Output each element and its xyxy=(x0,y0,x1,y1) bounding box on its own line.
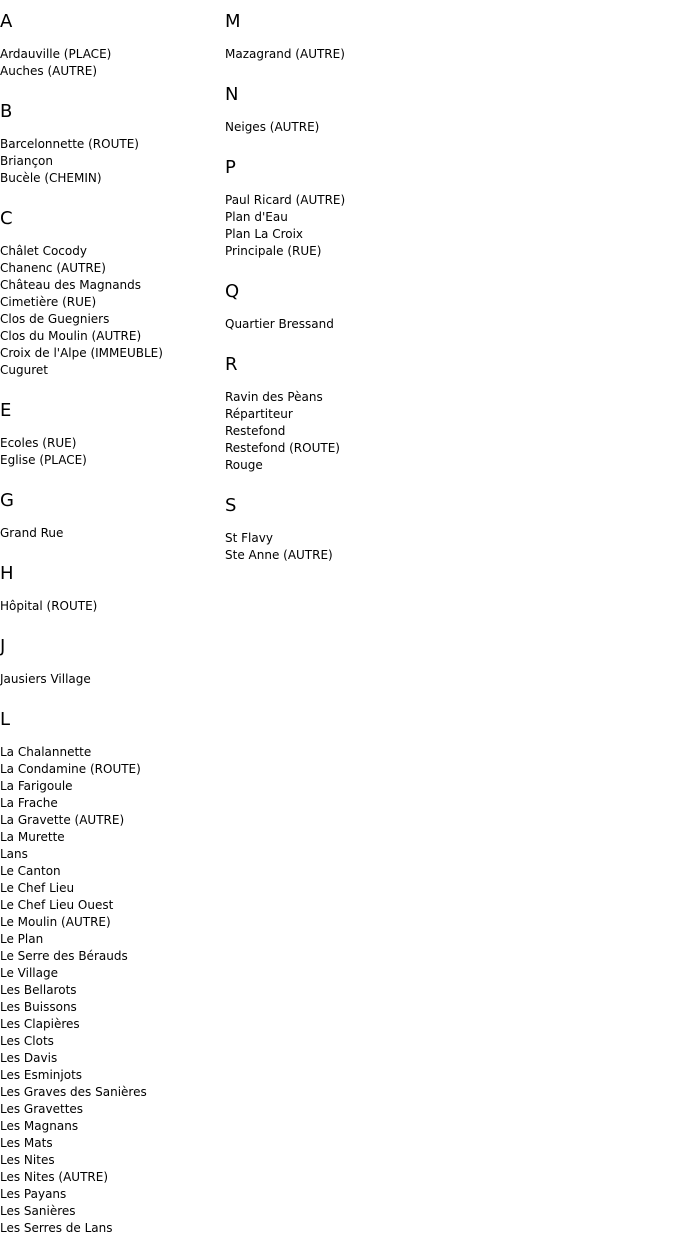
street-link-cuguret[interactable]: Cuguret xyxy=(0,363,48,377)
street-link-principale-rue[interactable]: Principale (RUE) xyxy=(225,244,322,258)
street-link-clos-de-guegniers[interactable]: Clos de Guegniers xyxy=(0,312,110,326)
street-link-la-murette[interactable]: La Murette xyxy=(0,830,65,844)
street-link-les-mats[interactable]: Les Mats xyxy=(0,1136,53,1150)
street-link-les-nites-autre[interactable]: Les Nites (AUTRE) xyxy=(0,1170,108,1184)
street-list xyxy=(0,435,225,469)
letter-section-g xyxy=(0,491,225,542)
street-link-le-village[interactable]: Le Village xyxy=(0,966,58,980)
letter-section-c xyxy=(0,209,225,379)
street-link-chanenc-autre[interactable]: Chanenc (AUTRE) xyxy=(0,261,106,275)
street-link-le-plan[interactable]: Le Plan xyxy=(0,932,44,946)
street-link-rouge[interactable]: Rouge xyxy=(225,458,263,472)
street-link-les-payans[interactable]: Les Payans xyxy=(0,1187,67,1201)
street-link-la-frache[interactable]: La Frache xyxy=(0,796,58,810)
street-link-les-clots[interactable]: Les Clots xyxy=(0,1034,54,1048)
letter-heading: C xyxy=(0,208,13,229)
letter-section-p xyxy=(225,158,450,260)
street-link-jausiers-village[interactable]: Jausiers Village xyxy=(0,672,91,686)
street-link-les-graves-des-sanieres[interactable]: Les Graves des Sanières xyxy=(0,1085,147,1099)
letter-section-a xyxy=(0,12,225,80)
street-link-repartiteur[interactable]: Répartiteur xyxy=(225,407,293,421)
street-link-les-magnans[interactable]: Les Magnans xyxy=(0,1119,79,1133)
street-link-les-bellarots[interactable]: Les Bellarots xyxy=(0,983,77,997)
street-link-st-flavy[interactable]: St Flavy xyxy=(225,531,273,545)
street-link-les-buissons[interactable]: Les Buissons xyxy=(0,1000,77,1014)
letter-heading: R xyxy=(225,354,238,375)
street-list xyxy=(0,671,225,688)
letter-heading: P xyxy=(225,157,236,178)
letter-section-q xyxy=(225,282,450,333)
street-link-le-serre-des-berauds[interactable]: Le Serre des Bérauds xyxy=(0,949,128,963)
street-list xyxy=(225,46,450,63)
street-list xyxy=(0,744,225,1237)
street-link-plan-d-eau[interactable]: Plan d'Eau xyxy=(225,210,288,224)
street-list xyxy=(0,243,225,379)
letter-heading: Q xyxy=(225,281,240,302)
index-column-right xyxy=(225,0,450,586)
street-link-barcelonnette-route[interactable]: Barcelonnette (ROUTE) xyxy=(0,137,139,151)
letter-section-h xyxy=(0,564,225,615)
street-list xyxy=(0,525,225,542)
letter-section-r xyxy=(225,355,450,474)
street-link-quartier-bressand[interactable]: Quartier Bressand xyxy=(225,317,334,331)
street-link-les-serres-de-lans[interactable]: Les Serres de Lans xyxy=(0,1221,113,1235)
letter-heading: L xyxy=(0,709,11,730)
letter-section-b xyxy=(0,102,225,187)
street-link-le-moulin-autre[interactable]: Le Moulin (AUTRE) xyxy=(0,915,111,929)
street-link-les-clapieres[interactable]: Les Clapières xyxy=(0,1017,80,1031)
street-link-briancon[interactable]: Briançon xyxy=(0,154,54,168)
street-list xyxy=(225,119,450,136)
street-link-la-farigoule[interactable]: La Farigoule xyxy=(0,779,73,793)
street-link-clos-du-moulin-autre[interactable]: Clos du Moulin (AUTRE) xyxy=(0,329,142,343)
street-link-cimetiere-rue[interactable]: Cimetière (RUE) xyxy=(0,295,97,309)
street-link-les-nites[interactable]: Les Nites xyxy=(0,1153,55,1167)
street-link-restefond[interactable]: Restefond xyxy=(225,424,286,438)
street-link-neiges-autre[interactable]: Neiges (AUTRE) xyxy=(225,120,320,134)
street-link-le-canton[interactable]: Le Canton xyxy=(0,864,61,878)
street-link-la-condamine-route[interactable]: La Condamine (ROUTE) xyxy=(0,762,141,776)
street-link-le-chef-lieu[interactable]: Le Chef Lieu xyxy=(0,881,75,895)
street-link-grand-rue[interactable]: Grand Rue xyxy=(0,526,64,540)
letter-heading: A xyxy=(0,11,13,32)
street-link-plan-la-croix[interactable]: Plan La Croix xyxy=(225,227,304,241)
street-link-paul-ricard-autre[interactable]: Paul Ricard (AUTRE) xyxy=(225,193,346,207)
street-link-les-davis[interactable]: Les Davis xyxy=(0,1051,58,1065)
letter-heading: M xyxy=(225,11,241,32)
street-link-chateau-des-magnands[interactable]: Château des Magnands xyxy=(0,278,142,292)
street-link-les-gravettes[interactable]: Les Gravettes xyxy=(0,1102,84,1116)
index-column-left xyxy=(0,0,225,1259)
letter-heading: E xyxy=(0,400,12,421)
street-link-eglise-place[interactable]: Eglise (PLACE) xyxy=(0,453,87,467)
street-list xyxy=(0,598,225,615)
street-link-mazagrand-autre[interactable]: Mazagrand (AUTRE) xyxy=(225,47,345,61)
letter-heading: H xyxy=(0,563,14,584)
street-link-la-gravette-autre[interactable]: La Gravette (AUTRE) xyxy=(0,813,125,827)
letter-heading: J xyxy=(0,636,6,657)
street-list xyxy=(0,136,225,187)
street-link-hopital-route[interactable]: Hôpital (ROUTE) xyxy=(0,599,98,613)
street-link-les-esminjots[interactable]: Les Esminjots xyxy=(0,1068,83,1082)
street-link-bucele-chemin[interactable]: Bucèle (CHEMIN) xyxy=(0,171,102,185)
street-link-croix-de-l-alpe-immeuble[interactable]: Croix de l'Alpe (IMMEUBLE) xyxy=(0,346,163,360)
letter-heading: B xyxy=(0,101,13,122)
street-list xyxy=(225,316,450,333)
street-link-lans[interactable]: Lans xyxy=(0,847,28,861)
street-link-la-chalannette[interactable]: La Chalannette xyxy=(0,745,92,759)
street-link-chalet-cocody[interactable]: Châlet Cocody xyxy=(0,244,87,258)
street-list xyxy=(0,46,225,80)
street-link-ravin-des-peans[interactable]: Ravin des Pèans xyxy=(225,390,323,404)
letter-section-m xyxy=(225,12,450,63)
street-list xyxy=(225,389,450,474)
street-link-ecoles-rue[interactable]: Ecoles (RUE) xyxy=(0,436,77,450)
street-link-auches-autre[interactable]: Auches (AUTRE) xyxy=(0,64,98,78)
street-link-le-chef-lieu-ouest[interactable]: Le Chef Lieu Ouest xyxy=(0,898,114,912)
letter-section-n xyxy=(225,85,450,136)
street-link-restefond-route[interactable]: Restefond (ROUTE) xyxy=(225,441,340,455)
street-link-ste-anne-autre[interactable]: Ste Anne (AUTRE) xyxy=(225,548,333,562)
letter-heading: S xyxy=(225,495,237,516)
street-list xyxy=(225,192,450,260)
letter-heading: N xyxy=(225,84,239,105)
street-link-ardauville-place[interactable]: Ardauville (PLACE) xyxy=(0,47,112,61)
letter-section-e xyxy=(0,401,225,469)
letter-section-l xyxy=(0,710,225,1237)
letter-section-j xyxy=(0,637,225,688)
letter-section-s xyxy=(225,496,450,564)
street-link-les-sanieres[interactable]: Les Sanières xyxy=(0,1204,76,1218)
street-list xyxy=(225,530,450,564)
letter-heading: G xyxy=(0,490,14,511)
